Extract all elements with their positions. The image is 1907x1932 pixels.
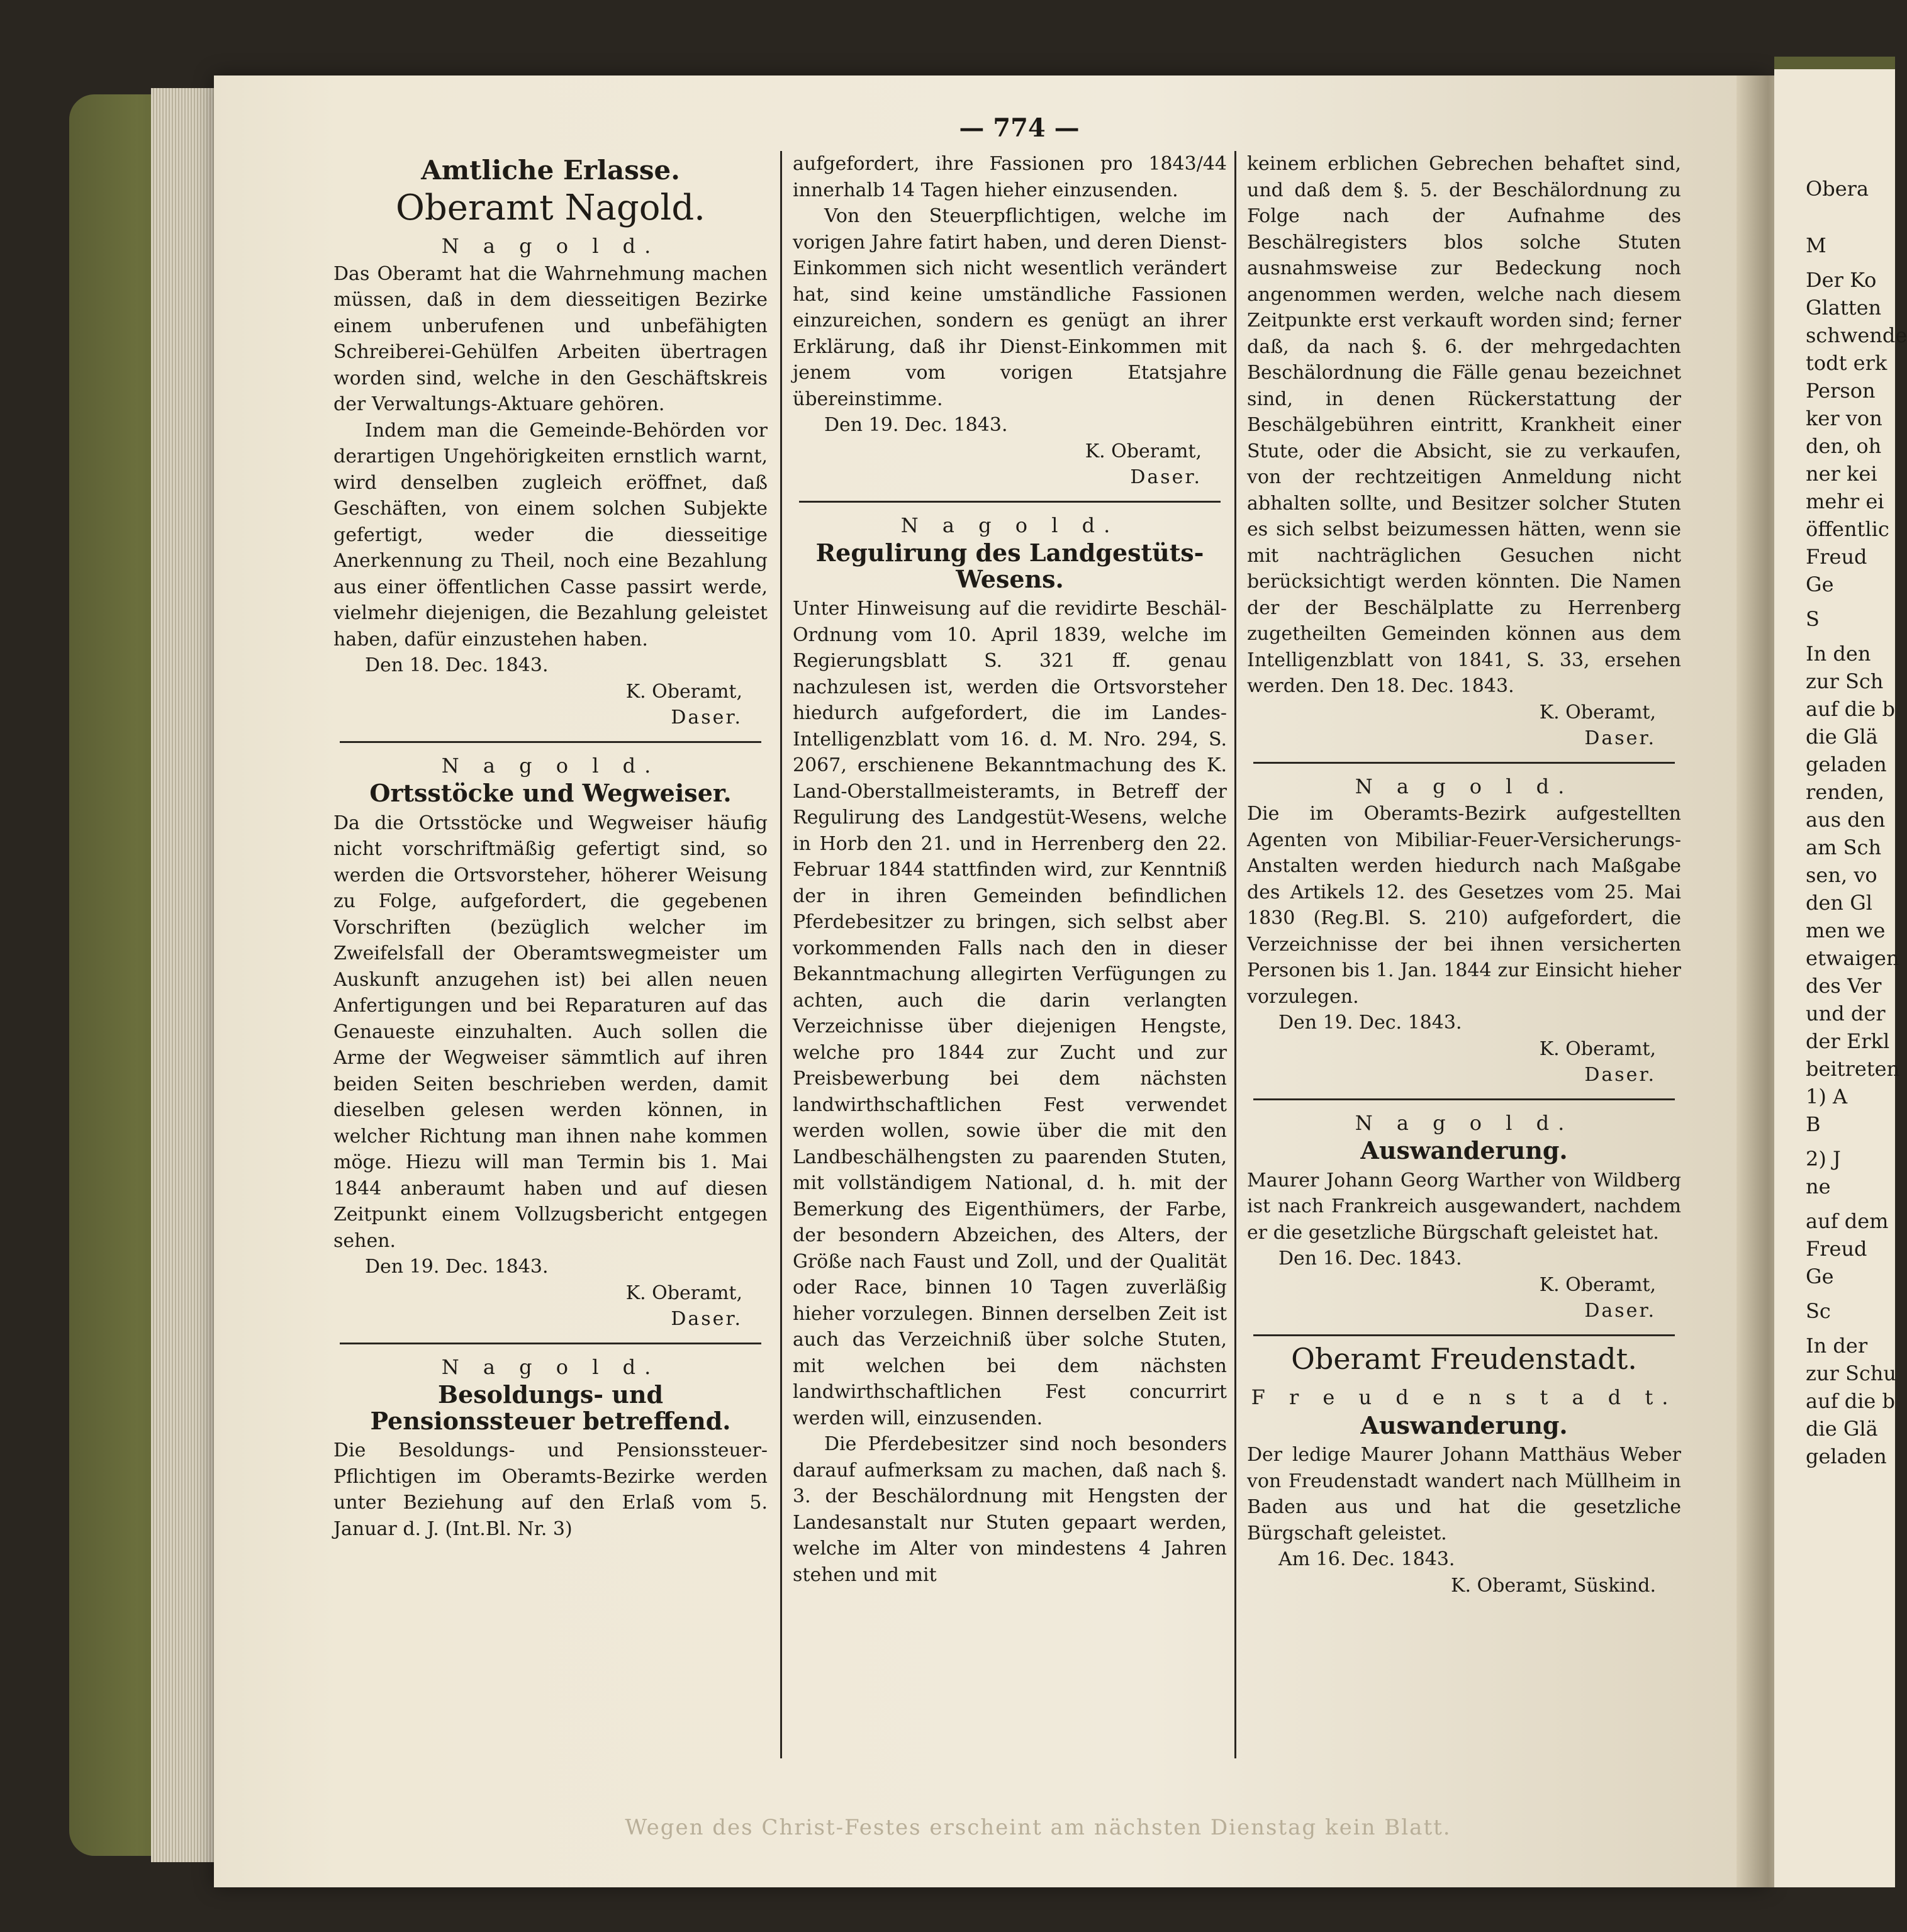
facing-page-fragment: Ge (1806, 572, 1834, 596)
topic-heading: Auswanderung. (1360, 1136, 1568, 1164)
facing-page-fragment: S (1806, 607, 1820, 631)
facing-page-fragment: des Ver (1806, 974, 1882, 998)
signature-office: K. Oberamt, (1539, 1037, 1656, 1060)
date: Den 18. Dec. 1843. (365, 654, 549, 676)
signature-name: Daser. (671, 1308, 742, 1330)
signature-name: Daser. (1584, 727, 1656, 749)
facing-page-fragment: Ge (1806, 1265, 1834, 1288)
signature-office: K. Oberamt, (625, 1281, 742, 1304)
date: Den 16. Dec. 1843. (1278, 1248, 1462, 1270)
signature-name: Daser. (671, 706, 742, 729)
divider (340, 741, 761, 743)
facing-page-fragment: mehr ei (1806, 489, 1884, 513)
column-1 (333, 151, 768, 1542)
bleed-through-text: Wegen des Christ-Festes erscheint am nächsten Dienstag kein Blatt. (625, 1815, 1451, 1840)
signature-office: K. Oberamt, (625, 680, 742, 703)
date: Den 19. Dec. 1843. (1278, 1012, 1462, 1034)
place-heading: N a g o l d. (441, 753, 660, 778)
section-header: Amtliche Erlasse. (421, 155, 680, 186)
column-2 (793, 151, 1227, 1588)
facing-page-fragment: öffentlic (1806, 517, 1889, 541)
facing-page-fragment: den, oh (1806, 434, 1882, 458)
facing-page-fragment: geladen (1806, 752, 1887, 776)
facing-page-fragment: Freud (1806, 545, 1867, 569)
paragraph: Da die Ortsstöcke und Wegweiser häufig nicht vorschriftmäßig gefertigt sind, so werden die Ortsvorsteher, höherer Weisung zu Folge, aufgefordert, die gegebenen Vorschriften (bezüglich welcher im Zweifelsfall der Oberamtswegmeister um Auskunft anzugehen ist) bei allen neuen Anfertigungen und bei Reparaturen auf das Genaueste einzuhalten. Auch sollen die Arme der Wegweiser sämmtlich auf ihren beiden Seiten beschrieben werden, damit dieselben gelesen werden können, in welcher Richtung man ihnen nahe kommen möge. Hiezu will man Termin bis 1. Mai 1844 anberaumt haben und auf diesen Zeitpunkt einem Vollzugsbericht entgegen sehen. (333, 812, 768, 1252)
facing-page-fragment: In der (1806, 1334, 1868, 1358)
date: Am 16. Dec. 1843. (1278, 1548, 1455, 1570)
signature-office: K. Oberamt, (1085, 440, 1202, 462)
paragraph: Der ledige Maurer Johann Matthäus Weber von Freudenstadt wandert nach Müllheim in Baden aus und hat die gesetzliche Bürgschaft geleistet. (1247, 1444, 1681, 1544)
paragraph: Indem man die Gemeinde-Behörden vor derartigen Ungehörigkeiten ernstlich warnt, wird denselben zugleich eröffnet, daß Geschäften, von einem solchen Subjekte gefertigt, weder die diesseitige Anerkennung zu Theil, noch eine Bezahlung aus einer öffentlichen Casse passirt werde, vielmehr diejenigen, die Bezahlung geleistet haben, dafür einzustehen haben. (333, 419, 768, 651)
place-heading: N a g o l d. (441, 234, 660, 258)
facing-page-fragment: Der Ko (1806, 268, 1877, 292)
facing-page-fragment: der Erkl (1806, 1029, 1890, 1053)
date: Den 19. Dec. 1843. (365, 1256, 549, 1278)
facing-page-fragment: Freud (1806, 1237, 1867, 1261)
facing-page-fragment: M (1806, 233, 1826, 257)
book-cover-right (1774, 57, 1895, 70)
place-heading: F r e u d e n s t a d t. (1251, 1385, 1677, 1409)
signature-office: K. Oberamt, (1539, 701, 1656, 723)
facing-page-fragment: beitreten (1806, 1057, 1900, 1081)
divider (1253, 1098, 1675, 1100)
paragraph: Maurer Johann Georg Warther von Wildberg ist nach Frankreich ausgewandert, nachdem er die gesetzliche Bürgschaft geleistet hat. (1247, 1169, 1681, 1244)
divider (1253, 762, 1675, 764)
divider (340, 1343, 761, 1344)
date: Den 19. Dec. 1843. (824, 414, 1008, 436)
paragraph: Das Oberamt hat die Wahrnehmung machen müssen, daß in dem diesseitigen Bezirke einem unberufenen und unbefähigten Schreiberei-Gehülfen Arbeiten übertragen worden sind, welche in den Geschäftskreis der Verwaltungs-Aktuare gehören. (333, 262, 768, 415)
facing-page-fragment: Sc (1806, 1299, 1831, 1323)
place-heading: N a g o l d. (900, 513, 1119, 537)
topic-heading: Besoldungs- und Pensionssteuer betreffend. (370, 1380, 731, 1435)
facing-page-fragment: 2) J (1806, 1147, 1841, 1171)
facing-page-fragment: renden, (1806, 780, 1885, 804)
facing-page-fragment: Obera (1806, 177, 1869, 201)
facing-page-fragment: 1) A (1806, 1085, 1848, 1108)
facing-page-fragment: auf die b (1806, 697, 1896, 721)
facing-page-fragment: ner kei (1806, 462, 1877, 486)
facing-page-fragment: In den (1806, 642, 1871, 666)
office-title: Oberamt Freudenstadt. (1291, 1341, 1637, 1376)
facing-page-fragment: den Gl (1806, 891, 1872, 915)
facing-page-fragment: die Glä (1806, 725, 1878, 749)
paragraph: Die Pferdebesitzer sind noch besonders darauf aufmerksam zu machen, daß nach §. 3. der Beschälordnung mit Hengsten der Landesanstalt nur Stuten gepaart werden, welche im Alter von mindestens 4 Jahren stehen und mit (793, 1433, 1227, 1586)
divider (799, 501, 1221, 503)
divider (1253, 1334, 1675, 1336)
facing-page-fragment: schwende (1806, 323, 1907, 347)
column-divider-1 (780, 151, 782, 1758)
signature-name: Daser. (1130, 466, 1202, 488)
facing-page-fragment: auf dem (1806, 1209, 1889, 1233)
facing-page-fragment: zur Schu (1806, 1361, 1896, 1385)
facing-page-fragment: zur Sch (1806, 669, 1884, 693)
column-divider-2 (1234, 151, 1236, 1758)
page-number: — 774 — (959, 113, 1080, 143)
topic-heading: Auswanderung. (1360, 1410, 1568, 1439)
place-heading: N a g o l d. (1355, 774, 1574, 798)
facing-page-fragment: ker von (1806, 406, 1882, 430)
signature-office: K. Oberamt, (1539, 1273, 1656, 1296)
paragraph: Die Besoldungs- und Pensionssteuer-Pflichtigen im Oberamts-Bezirke werden unter Beziehung auf den Erlaß vom 5. Januar d. J. (Int.Bl. Nr. 3) (333, 1439, 768, 1540)
paragraph: keinem erblichen Gebrechen behaftet sind, und daß dem §. 5. der Beschälordnung zu Folge nach der Aufnahme des Beschälregisters blos solche Stuten ausnahmsweise zur Bedeckung noch angenommen werden, welche nach diesem Zeitpunkte erst verkauft worden sind; ferner daß, da nach §. 6. der mehrgedachten Beschälordnung die Fälle genau bezeichnet sind, in denen Rückerstattung der Beschälgebühren eintritt, Krankheit einer Stute, oder die Absicht, sie zu verkaufen, von der rechtzeitigen Anmeldung nicht abhalten sollte, und Besitzer solcher Stuten es sich selbst beizumessen hätten, wenn sie mit nachträglichen Gesuchen nicht berücksichtigt werden könnten. Die Namen der der Beschälplatte zu Herrenberg zugetheilten Gemeinden können aus dem Intelligenzblatt von 1841, S. 33, ersehen werden. Den 18. Dec. 1843. (1247, 153, 1681, 697)
facing-page-fragment: die Glä (1806, 1417, 1878, 1441)
paragraph: aufgefordert, ihre Fassionen pro 1843/44 innerhalb 14 Tagen hieher einzusenden. (793, 153, 1227, 201)
facing-page-fragment: Glatten (1806, 296, 1882, 320)
signature-name: Daser. (1584, 1064, 1656, 1086)
facing-page-fragment: men we (1806, 919, 1886, 942)
facing-page-fragment: geladen (1806, 1444, 1887, 1468)
facing-page-fragment: aus den (1806, 808, 1886, 832)
place-heading: N a g o l d. (441, 1354, 660, 1379)
office-title: Oberamt Nagold. (396, 187, 705, 228)
paragraph: Unter Hinweisung auf die revidirte Beschäl-Ordnung vom 10. April 1839, welche im Regierungsblatt S. 321 ff. genau nachzulesen ist, werden die Ortsvorsteher hiedurch aufgefordert, die im Landes-Intelligenzblatt vom 16. d. M. Nro. 294, S. 2067, erschienene Bekanntmachung des K. Land-Oberstallmeisteramts, in Betreff der Regulirung des Landgestüt-Wesens, welche in Horb den 21. und in Herrenberg den 22. Februar 1844 stattfinden wird, zur Kenntniß der in ihren Gemeinden befindlichen Pferdebesitzer zu bringen, sich selbst aber vorkommenden Falls nach den in dieser Bekanntmachung allegirten Verfügungen zu achten, auch die darin verlangten Verzeichnisse über diejenigen Hengste, welche pro 1844 zur Zucht und zur Preisbewerbung bei dem nächsten landwirthschaftlichen Fest verwendet werden wollen, sowie über die mit den Landbeschälhengsten zu paarenden Stuten, mit vollständigem National, d. h. mit der Bemerkung des Eigenthümers, der Farbe, der besondern Abzeichen, des Alters, der Größe nach Faust und Zoll, und der Qualität oder Race, binnen 10 Tagen zuverläßig hieher vorzulegen. Binnen derselben Zeit ist auch das Verzeichniß über solche Stuten, mit welchen bei dem nächsten landwirthschaftlichen Fest concurrirt werden will, einzusenden. (793, 598, 1227, 1429)
facing-page-fragment: todt erk (1806, 351, 1887, 375)
facing-page-fragment: etwaigen (1806, 946, 1899, 970)
facing-page-fragment: B (1806, 1112, 1821, 1136)
signature-name: Daser. (1584, 1300, 1656, 1322)
paragraph: Die im Oberamts-Bezirk aufgestellten Agenten von Mibiliar-Feuer-Versicherungs-Anstalten werden hiedurch nach Maßgabe des Artikels 12. des Gesetzes vom 25. Mai 1830 (Reg.Bl. S. 210) aufgefordert, die Verzeichnisse der bei ihnen versicherten Personen bis 1. Jan. 1844 zur Einsicht hieher vorzulegen. (1247, 803, 1681, 1008)
topic-heading: Ortsstöcke und Wegweiser. (369, 779, 732, 807)
paragraph: Von den Steuerpflichtigen, welche im vorigen Jahre fatirt haben, und deren Dienst-Einkommen sich nicht wesentlich verändert hat, sind keine umständliche Fassionen einzureichen, sondern es genügt an ihrer Erklärung, daß ihr Dienst-Einkommen mit jenem vom vorigen Etatsjahre übereinstimme. (793, 205, 1227, 410)
column-3 (1247, 151, 1681, 1599)
place-heading: N a g o l d. (1355, 1110, 1574, 1135)
facing-page-fragment: Person (1806, 379, 1876, 403)
facing-page-fragment: ne (1806, 1175, 1831, 1198)
topic-heading: Regulirung des Landgestüts-Wesens. (815, 539, 1204, 593)
facing-page-fragment: sen, vo (1806, 863, 1877, 887)
facing-page-fragment: und der (1806, 1002, 1886, 1025)
facing-page-fragment: auf die b (1806, 1389, 1896, 1413)
facing-page-fragment: am Sch (1806, 835, 1882, 859)
signature: K. Oberamt, Süskind. (1451, 1574, 1656, 1597)
